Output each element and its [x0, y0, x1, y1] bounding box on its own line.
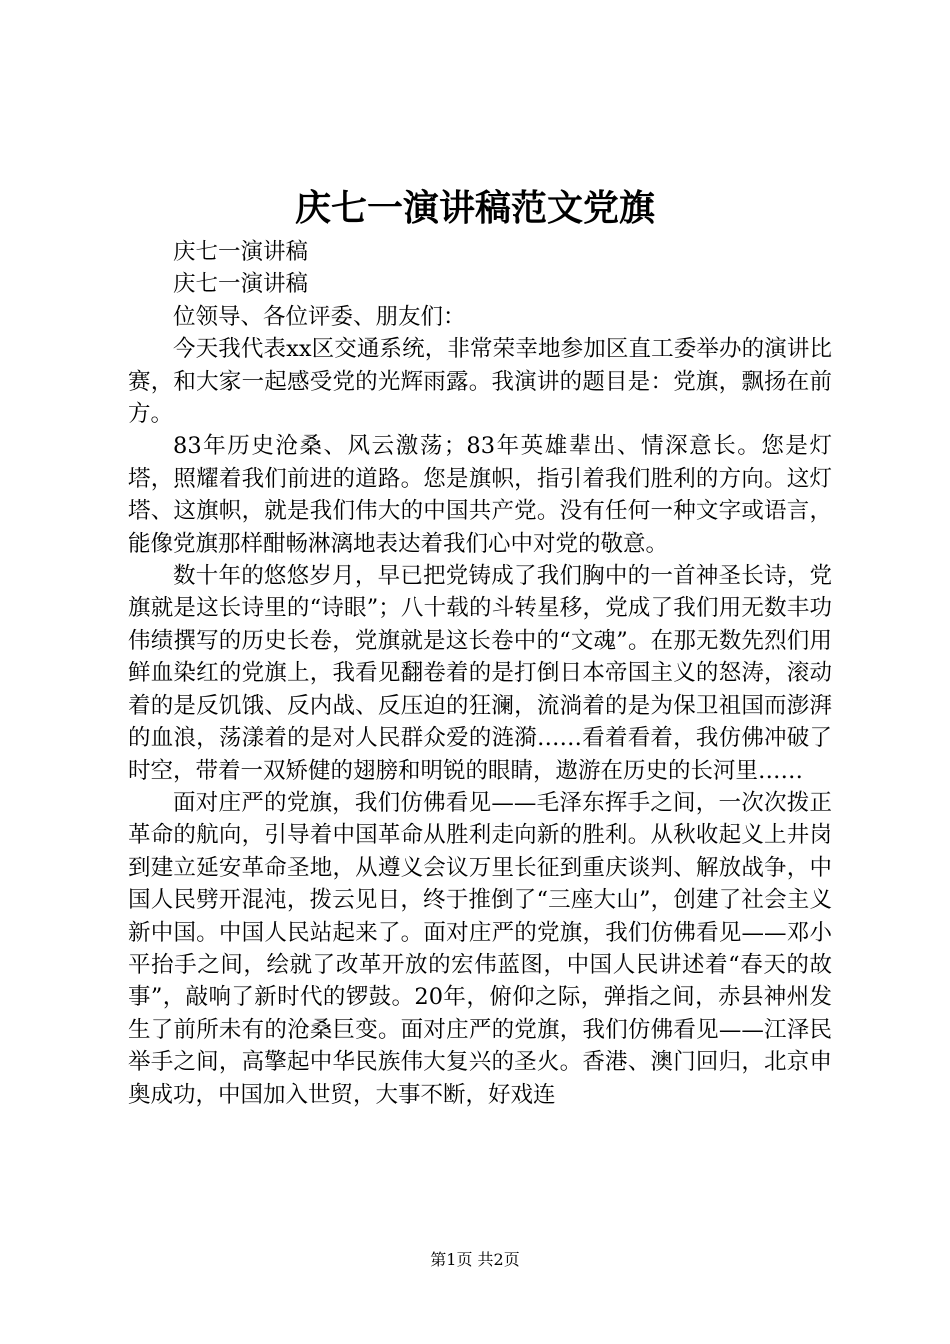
- paragraph-intro: 今天我代表xx区交通系统，非常荣幸地参加区直工委举办的演讲比赛，和大家一起感受党的光辉雨露。我演讲的题目是：党旗，飘扬在前方。: [128, 336, 832, 428]
- paragraph-history: 83年历史沧桑、风云激荡；83年英雄辈出、情深意长。您是灯塔，照耀着我们前进的道路。您是旗帜，指引着我们胜利的方向。这灯塔、这旗帜，就是我们伟大的中国共产党。没有任何一种文字或语言，能像党旗那样酣畅淋漓地表达着我们心中对党的敬意。: [128, 433, 832, 557]
- page-number: 第1页 共2页: [430, 1250, 520, 1269]
- document-body: [128, 236, 832, 1111]
- paragraph-leaders: 面对庄严的党旗，我们仿佛看见——毛泽东挥手之间，一次次拨正革命的航向，引导着中国革命从胜利走向新的胜利。从秋收起义上井岗到建立延安革命圣地，从遵义会议万里长征到重庆谈判、解放战争，中国人民劈开混沌，拨云见日，终于推倒了“三座大山”，创建了社会主义新中国。中国人民站起来了。面对庄严的党旗，我们仿佛看见——邓小平抬手之间，绘就了改革开放的宏伟蓝图，中国人民讲述着“春天的故事”，敲响了新时代的锣鼓。20年，俯仰之际，弹指之间，赤县神州发生了前所未有的沧桑巨变。面对庄严的党旗，我们仿佛看见——江泽民举手之间，高擎起中华民族伟大复兴的圣火。香港、澳门回归，北京申奥成功，中国加入世贸，大事不断，好戏连: [128, 789, 832, 1108]
- paragraph-heading-1: 庆七一演讲稿: [173, 239, 309, 265]
- page-title: 庆七一演讲稿范文党旗: [294, 187, 655, 229]
- paragraph-poem: 数十年的悠悠岁月，早已把党铸成了我们胸中的一首神圣长诗，党旗就是这长诗里的“诗眼”；八十载的斗转星移，党成了我们用无数丰功伟绩撰写的历史长卷，党旗就是这长卷中的“文魂”。在那无数先烈们用鲜血染红的党旗上，我看见翻卷着的是打倒日本帝国主义的怒涛，滚动着的是反饥饿、反内战、反压迫的狂澜，流淌着的是为保卫祖国而澎湃的血浪，荡漾着的是对人民群众爱的涟漪……看着看着，我仿佛冲破了时空，带着一双矫健的翅膀和明锐的眼睛，遨游在历史的长河里……: [128, 563, 832, 784]
- paragraph-heading-2: 庆七一演讲稿: [173, 271, 309, 298]
- paragraph-salutation: 位领导、各位评委、朋友们：: [173, 303, 466, 330]
